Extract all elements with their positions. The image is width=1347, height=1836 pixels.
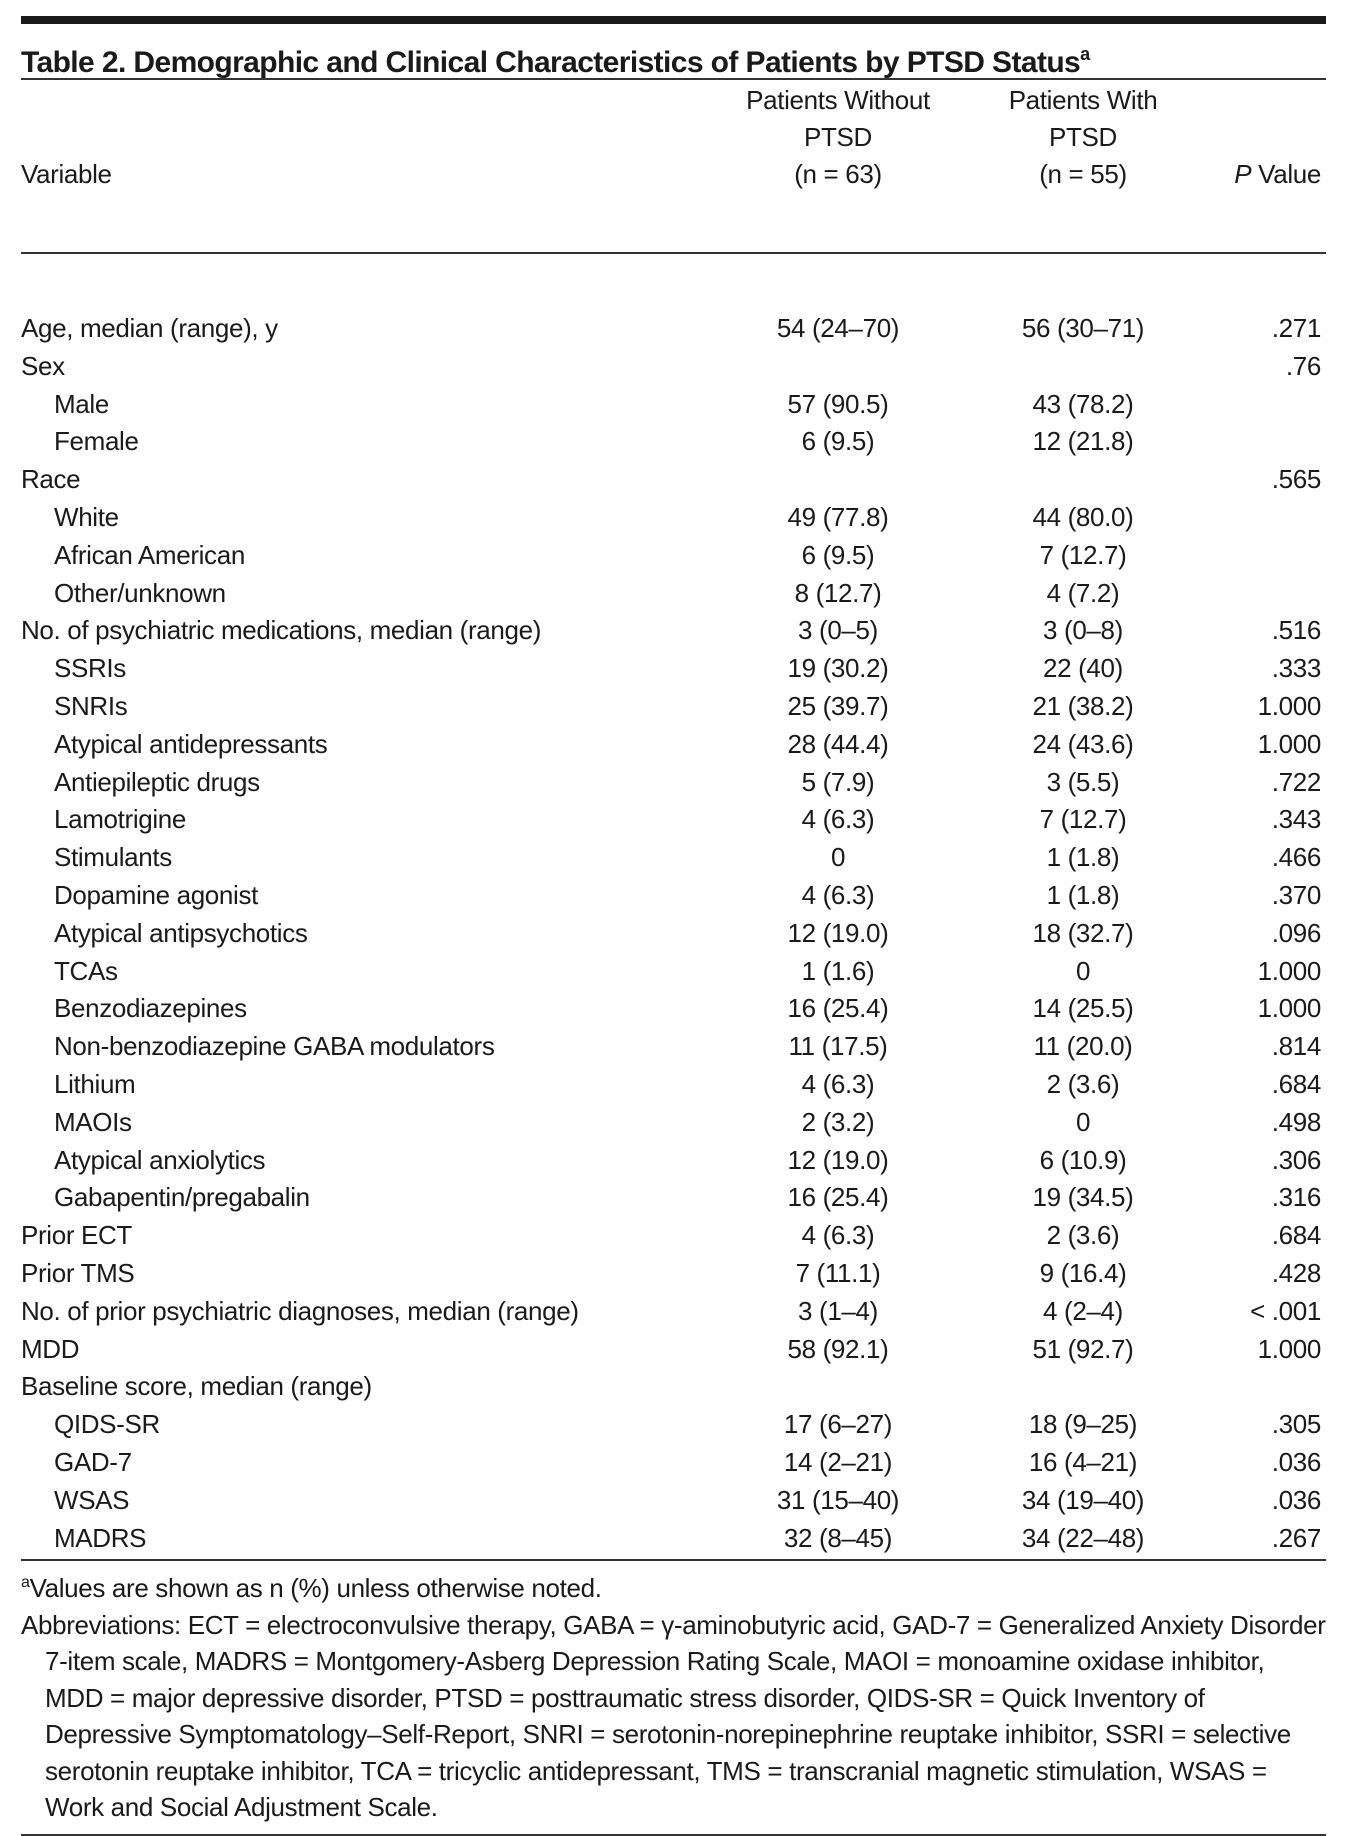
header-with-ptsd	[956, 80, 1210, 195]
row-variable: No. of psychiatric medications, median (range)	[21, 615, 542, 646]
row-variable: SNRIs	[54, 690, 128, 721]
row-without-ptsd: 3 (1–4)	[798, 1295, 878, 1326]
row-p-value: .306	[1271, 1144, 1321, 1175]
row-without-ptsd: 16 (25.4)	[787, 993, 889, 1024]
header-without-line2: PTSD	[804, 122, 872, 152]
row-variable: Lamotrigine	[54, 804, 187, 835]
header-without-line3: (n = 63)	[794, 159, 882, 189]
header-with-line1: Patients With	[1008, 85, 1158, 115]
header-without-line1: Patients Without	[746, 85, 930, 115]
table-row	[21, 423, 1326, 461]
row-p-value: .305	[1271, 1409, 1321, 1440]
row-variable: Antiepileptic drugs	[54, 766, 260, 797]
row-with-ptsd: 0	[1075, 955, 1091, 986]
table-row	[21, 1368, 1326, 1406]
row-p-value: < .001	[1250, 1295, 1321, 1326]
row-with-ptsd: 21 (38.2)	[1032, 690, 1134, 721]
row-variable: Lithium	[54, 1068, 136, 1099]
row-without-ptsd: 58 (92.1)	[787, 1333, 889, 1364]
row-p-value	[1210, 386, 1326, 424]
row-with-ptsd: 44 (80.0)	[1032, 501, 1134, 532]
row-without-ptsd: 0	[830, 842, 846, 873]
top-rule	[21, 16, 1326, 24]
row-with-ptsd: 2 (3.6)	[1046, 1220, 1120, 1251]
table-row	[21, 877, 1326, 915]
row-p-value: .498	[1271, 1106, 1321, 1137]
table-row	[21, 764, 1326, 802]
row-without-ptsd: 28 (44.4)	[787, 728, 889, 759]
row-without-ptsd: 57 (90.5)	[787, 388, 889, 419]
row-variable: Atypical antidepressants	[54, 728, 328, 759]
data-table	[21, 80, 1326, 1557]
row-with-ptsd: 14 (25.5)	[1032, 993, 1134, 1024]
footnotes	[21, 1565, 1326, 1826]
row-without-ptsd: 2 (3.2)	[801, 1106, 875, 1137]
row-p-value: .466	[1271, 842, 1321, 873]
table-row	[21, 310, 1326, 348]
row-variable: Age, median (range), y	[21, 313, 278, 343]
row-with-ptsd	[956, 348, 1210, 386]
table-row	[21, 1255, 1326, 1293]
table-row	[21, 726, 1326, 764]
table-title	[21, 34, 1326, 78]
row-p-value: 1.000	[1257, 690, 1321, 721]
header-row	[21, 80, 1326, 195]
row-with-ptsd: 22 (40)	[1043, 653, 1123, 684]
table-row	[21, 575, 1326, 613]
row-without-ptsd: 4 (6.3)	[801, 1220, 875, 1251]
row-variable: Atypical anxiolytics	[54, 1144, 266, 1175]
row-p-value: .333	[1271, 653, 1321, 684]
row-without-ptsd: 12 (19.0)	[787, 1144, 889, 1175]
row-p-value: .428	[1271, 1257, 1321, 1288]
table-row	[21, 1520, 1326, 1558]
row-variable: Race	[21, 464, 81, 495]
row-without-ptsd: 8 (12.7)	[794, 577, 882, 608]
row-without-ptsd: 14 (2–21)	[783, 1446, 893, 1477]
table-row	[21, 1331, 1326, 1369]
table-row	[21, 688, 1326, 726]
row-with-ptsd: 16 (4–21)	[1028, 1446, 1138, 1477]
table-row	[21, 1179, 1326, 1217]
row-p-value: 1.000	[1257, 728, 1321, 759]
footnote-abbreviations: Abbreviations: ECT = electroconvulsive therapy, GABA = γ-aminobutyric acid, GAD-7 = Generalized Anxiety Disorder 7-item scale, MADRS = Montgomery-Asberg Depression Rating Scale, MAOI = monoamine oxidase inhibitor, MDD = major depressive disorder, PTSD = posttraumatic stress disorder, QIDS-SR = Quick Inventory of Depressive Symptomatology–Self-Report, SNRI = serotonin-norepinephrine reuptake inhibitor, SSRI = selective serotonin reuptake inhibitor, TCA = tricyclic antidepressant, TMS = transcranial magnetic stimulation, WSAS = Work and Social Adjustment Scale.	[21, 1609, 1326, 1823]
row-p-value	[1210, 575, 1326, 613]
header-variable: Variable	[21, 159, 112, 189]
row-variable: Baseline score, median (range)	[21, 1371, 372, 1402]
table-row	[21, 1293, 1326, 1331]
row-p-value: .684	[1271, 1068, 1321, 1099]
row-with-ptsd: 7 (12.7)	[1039, 804, 1127, 835]
header-p-rest: Value	[1251, 159, 1321, 189]
row-with-ptsd: 3 (5.5)	[1046, 766, 1120, 797]
row-without-ptsd	[720, 461, 956, 499]
row-without-ptsd: 4 (6.3)	[801, 1068, 875, 1099]
row-variable: TCAs	[54, 955, 118, 986]
row-with-ptsd: 2 (3.6)	[1046, 1068, 1120, 1099]
row-p-value: .814	[1271, 1031, 1321, 1062]
row-p-value	[1210, 423, 1326, 461]
table-body	[21, 310, 1326, 1557]
row-without-ptsd: 31 (15–40)	[776, 1484, 900, 1515]
row-without-ptsd: 3 (0–5)	[798, 615, 878, 646]
table-row	[21, 386, 1326, 424]
footnote-a	[21, 1565, 1326, 1607]
table-row	[21, 537, 1326, 575]
row-variable: Male	[54, 388, 109, 419]
row-without-ptsd	[720, 348, 956, 386]
body-bottom-rule	[21, 1559, 1326, 1561]
table-title-text: Table 2. Demographic and Clinical Characteristics of Patients by PTSD Status	[21, 46, 1081, 79]
row-p-value: .036	[1271, 1446, 1321, 1477]
row-variable: MDD	[21, 1333, 80, 1364]
table-row	[21, 461, 1326, 499]
row-p-value	[1210, 499, 1326, 537]
row-variable: Other/unknown	[54, 577, 226, 608]
table-row	[21, 1066, 1326, 1104]
table-row	[21, 1406, 1326, 1444]
row-p-value: .316	[1271, 1182, 1321, 1213]
row-variable: Atypical antipsychotics	[54, 917, 308, 948]
row-p-value: 1.000	[1257, 1333, 1321, 1364]
table-row	[21, 650, 1326, 688]
row-with-ptsd: 43 (78.2)	[1032, 388, 1134, 419]
row-with-ptsd: 18 (32.7)	[1032, 917, 1134, 948]
row-p-value	[1210, 537, 1326, 575]
table-row	[21, 990, 1326, 1028]
row-p-value: .565	[1271, 464, 1321, 495]
row-without-ptsd: 54 (24–70)	[776, 313, 900, 343]
table-row	[21, 1217, 1326, 1255]
table-row	[21, 1142, 1326, 1180]
footnote-a-mark: a	[21, 1574, 30, 1592]
header-p-italic: P	[1234, 159, 1252, 189]
table-container	[21, 16, 1326, 1836]
row-variable: Non-benzodiazepine GABA modulators	[54, 1031, 495, 1062]
row-with-ptsd: 56 (30–71)	[1021, 313, 1145, 343]
row-variable: Female	[54, 426, 139, 457]
row-with-ptsd: 9 (16.4)	[1039, 1257, 1127, 1288]
row-p-value: .684	[1271, 1220, 1321, 1251]
row-with-ptsd: 19 (34.5)	[1032, 1182, 1134, 1213]
table-row	[21, 1104, 1326, 1142]
row-without-ptsd: 16 (25.4)	[787, 1182, 889, 1213]
row-without-ptsd: 25 (39.7)	[787, 690, 889, 721]
row-p-value: .343	[1271, 804, 1321, 835]
row-p-value: .516	[1271, 615, 1321, 646]
table-row	[21, 1444, 1326, 1482]
header-p-value	[1210, 80, 1326, 195]
row-variable: MAOIs	[54, 1106, 132, 1137]
row-with-ptsd: 18 (9–25)	[1028, 1409, 1138, 1440]
row-with-ptsd: 1 (1.8)	[1046, 842, 1120, 873]
row-with-ptsd: 34 (19–40)	[1021, 1484, 1145, 1515]
row-variable: Prior TMS	[21, 1257, 135, 1288]
table-row	[21, 1028, 1326, 1066]
row-variable: Prior ECT	[21, 1220, 132, 1251]
row-p-value: .370	[1271, 879, 1321, 910]
row-p-value: 1.000	[1257, 993, 1321, 1024]
row-with-ptsd: 4 (7.2)	[1046, 577, 1120, 608]
row-variable: Sex	[21, 350, 65, 381]
table-row	[21, 953, 1326, 991]
row-p-value: .267	[1271, 1522, 1321, 1553]
row-with-ptsd: 34 (22–48)	[1021, 1522, 1145, 1553]
row-without-ptsd: 6 (9.5)	[801, 426, 875, 457]
row-without-ptsd: 49 (77.8)	[787, 501, 889, 532]
row-with-ptsd: 51 (92.7)	[1032, 1333, 1134, 1364]
table-row	[21, 348, 1326, 386]
row-without-ptsd: 4 (6.3)	[801, 804, 875, 835]
row-without-ptsd: 7 (11.1)	[795, 1257, 881, 1288]
row-with-ptsd: 6 (10.9)	[1039, 1144, 1127, 1175]
row-variable: Gabapentin/pregabalin	[54, 1182, 310, 1213]
row-with-ptsd: 4 (2–4)	[1043, 1295, 1123, 1326]
row-without-ptsd: 1 (1.6)	[801, 955, 875, 986]
row-variable: SSRIs	[54, 653, 126, 684]
row-p-value: .036	[1271, 1484, 1321, 1515]
header-with-line3: (n = 55)	[1039, 159, 1127, 189]
row-without-ptsd: 12 (19.0)	[787, 917, 889, 948]
row-p-value	[1210, 1368, 1326, 1406]
row-variable: QIDS-SR	[54, 1409, 160, 1440]
row-variable: Benzodiazepines	[54, 993, 247, 1024]
table-row	[21, 1482, 1326, 1520]
table-row	[21, 612, 1326, 650]
table-row	[21, 801, 1326, 839]
row-without-ptsd: 19 (30.2)	[787, 653, 889, 684]
title-footnote-mark: a	[1080, 44, 1090, 64]
row-p-value: .76	[1285, 350, 1321, 381]
table-row	[21, 499, 1326, 537]
row-variable: Dopamine agonist	[54, 879, 258, 910]
row-variable: WSAS	[54, 1484, 130, 1515]
row-with-ptsd: 11 (20.0)	[1033, 1031, 1133, 1062]
row-with-ptsd: 3 (0–8)	[1043, 615, 1123, 646]
row-without-ptsd: 4 (6.3)	[801, 879, 875, 910]
header-bottom-rule	[21, 252, 1326, 254]
row-without-ptsd: 5 (7.9)	[801, 766, 875, 797]
row-without-ptsd: 11 (17.5)	[788, 1031, 888, 1062]
row-with-ptsd: 1 (1.8)	[1046, 879, 1120, 910]
row-with-ptsd	[956, 461, 1210, 499]
row-with-ptsd	[956, 1368, 1210, 1406]
row-with-ptsd: 24 (43.6)	[1032, 728, 1134, 759]
row-p-value: .271	[1271, 313, 1321, 343]
row-variable: No. of prior psychiatric diagnoses, median (range)	[21, 1295, 579, 1326]
row-without-ptsd: 17 (6–27)	[783, 1409, 893, 1440]
row-variable: Stimulants	[54, 842, 172, 873]
row-variable: GAD-7	[54, 1446, 132, 1477]
row-without-ptsd: 32 (8–45)	[783, 1522, 893, 1553]
row-p-value: 1.000	[1257, 955, 1321, 986]
row-with-ptsd: 0	[1075, 1106, 1091, 1137]
row-p-value: .722	[1271, 766, 1321, 797]
row-with-ptsd: 7 (12.7)	[1039, 539, 1127, 570]
row-variable: White	[54, 501, 119, 532]
table-row	[21, 839, 1326, 877]
footnote-a-text: Values are shown as n (%) unless otherwise noted.	[29, 1573, 602, 1604]
table-row	[21, 915, 1326, 953]
row-with-ptsd: 12 (21.8)	[1032, 426, 1134, 457]
row-p-value: .096	[1271, 917, 1321, 948]
bottom-rule	[21, 1834, 1326, 1836]
row-without-ptsd: 6 (9.5)	[801, 539, 875, 570]
row-variable: MADRS	[54, 1522, 147, 1553]
row-variable: African American	[54, 539, 245, 570]
row-without-ptsd	[720, 1368, 956, 1406]
header-with-line2: PTSD	[1049, 122, 1117, 152]
header-without-ptsd	[720, 80, 956, 195]
